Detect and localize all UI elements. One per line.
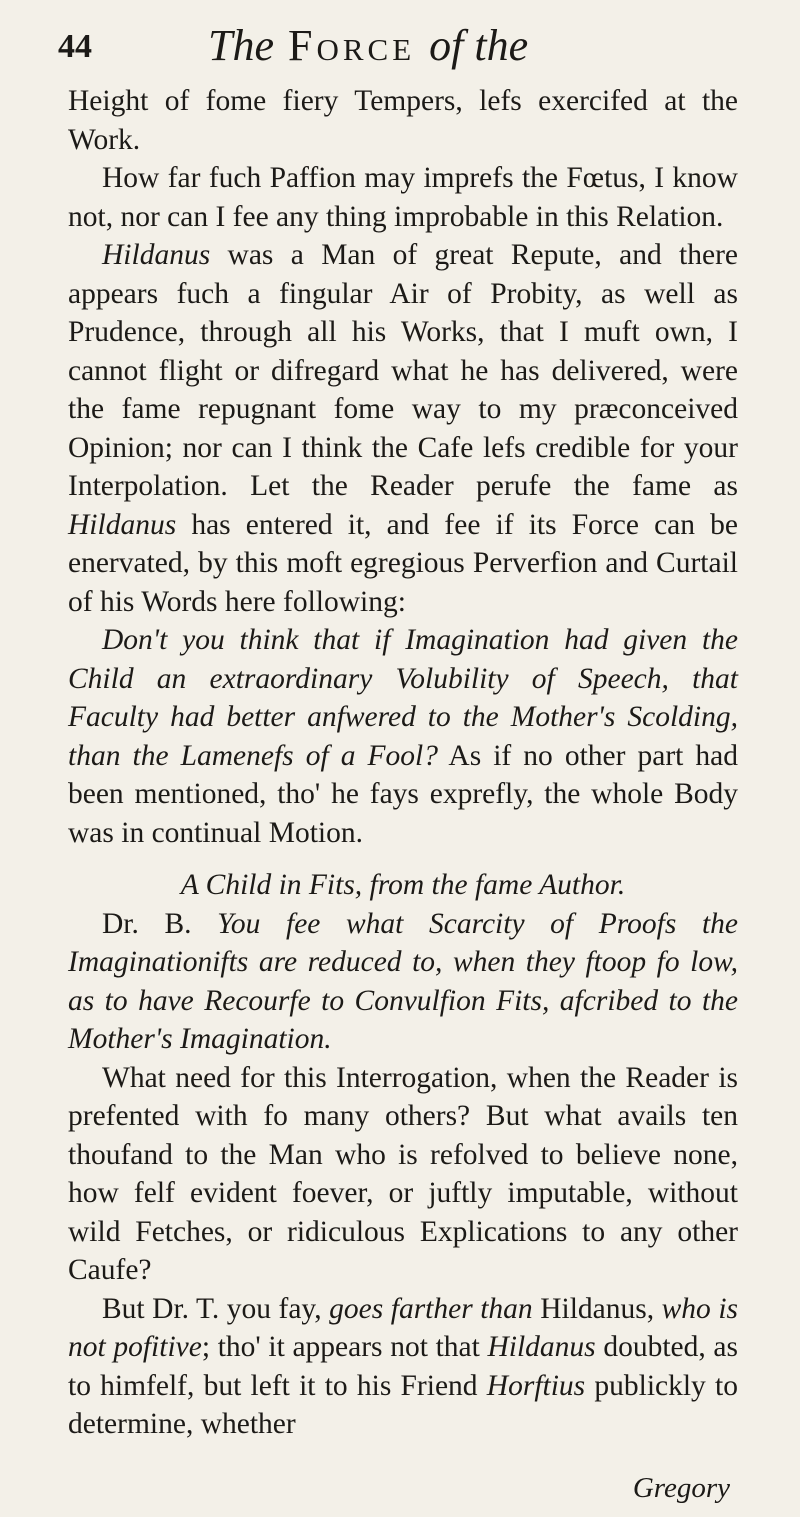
- name-hildanus: Hildanus,: [532, 1292, 662, 1325]
- speaker: Dr. B.: [102, 907, 218, 940]
- name-hildanus: Hildanus: [102, 239, 211, 271]
- quotation: Don't you think that if Imagination had given the Child an extraordinary Volubility of Speech, that Faculty had better anfwered to the Mother's Scolding, than the Lamenefs of a Fool?: [68, 624, 738, 772]
- paragraph-7-text: ; tho' it appears not that: [201, 1331, 488, 1363]
- paragraph-4-text: As if no other part had been mentioned, tho' he fays exprefly, the whole Body was in continual Motion.: [68, 739, 738, 849]
- paragraph-2: How far fuch Paffion may imprefs the Fœtus, I know not, nor can I fee any thing improbable in this Relation.: [68, 162, 738, 233]
- name-hildanus: Hildanus: [487, 1331, 596, 1363]
- catchword: Gregory: [632, 1472, 730, 1504]
- running-head-of-the: of the: [429, 21, 529, 70]
- running-head: [208, 20, 528, 71]
- paragraph-7-text: doubted, as to himfelf, but left it to his Friend: [68, 1331, 738, 1402]
- paragraph-6: What need for this Interrogation, when the Reader is prefented with fo many others? But what avails ten thoufand to the Man who is refolved to believe none, how felf evident foever, or juftly imputable, without wild Fetches, or ridiculous Explications to any other Caufe?: [68, 1061, 738, 1286]
- running-head-force: Force: [288, 21, 416, 70]
- paragraph-3-text: was a Man of great Repute, and there appears fuch a fingular Air of Probity, as well as Prudence, through all his Works, that I muft own, I cannot flight or difregard what he has delivered, were the fame repugnant fome way to my præconceived Opinion; nor can I think the Cafe lefs credible for your Interpolation. Let the Reader perufe the fame as: [68, 239, 738, 502]
- quotation: who is not pofitive: [68, 1292, 738, 1363]
- paragraph-3: [68, 236, 738, 621]
- paragraph-5: [68, 905, 738, 1059]
- paragraph-1: Height of fome fiery Tempers, lefs exercifed at the Work.: [68, 85, 738, 156]
- paragraph-7-text: But Dr. T. you fay,: [102, 1292, 330, 1325]
- paragraph-7-text-end: publickly to determine, whether: [68, 1369, 738, 1440]
- page-number: 44: [58, 28, 92, 65]
- paragraph-7: [68, 1290, 738, 1444]
- section-heading: A Child in Fits, from the fame Author.: [180, 869, 626, 901]
- paragraph-3-text-end: has entered it, and fee if its Force can be enervated, by this moft egregious Perverfion and Curtail of his Words here following:: [68, 508, 738, 618]
- name-hildanus: Hildanus: [68, 508, 177, 541]
- running-head-the: The: [208, 21, 274, 70]
- name-horstius: Horftius: [486, 1369, 586, 1402]
- quotation: You fee what Scarcity of Proofs the Imaginationifts are reduced to, when they ftoop fo low, as to have Recourfe to Convulfion Fits, afcribed to the Mother's Imagination.: [68, 907, 738, 1055]
- quotation: goes farther than: [329, 1292, 533, 1325]
- page-header: [58, 20, 740, 80]
- paragraph-4: [68, 621, 738, 852]
- page-body: [68, 82, 738, 1444]
